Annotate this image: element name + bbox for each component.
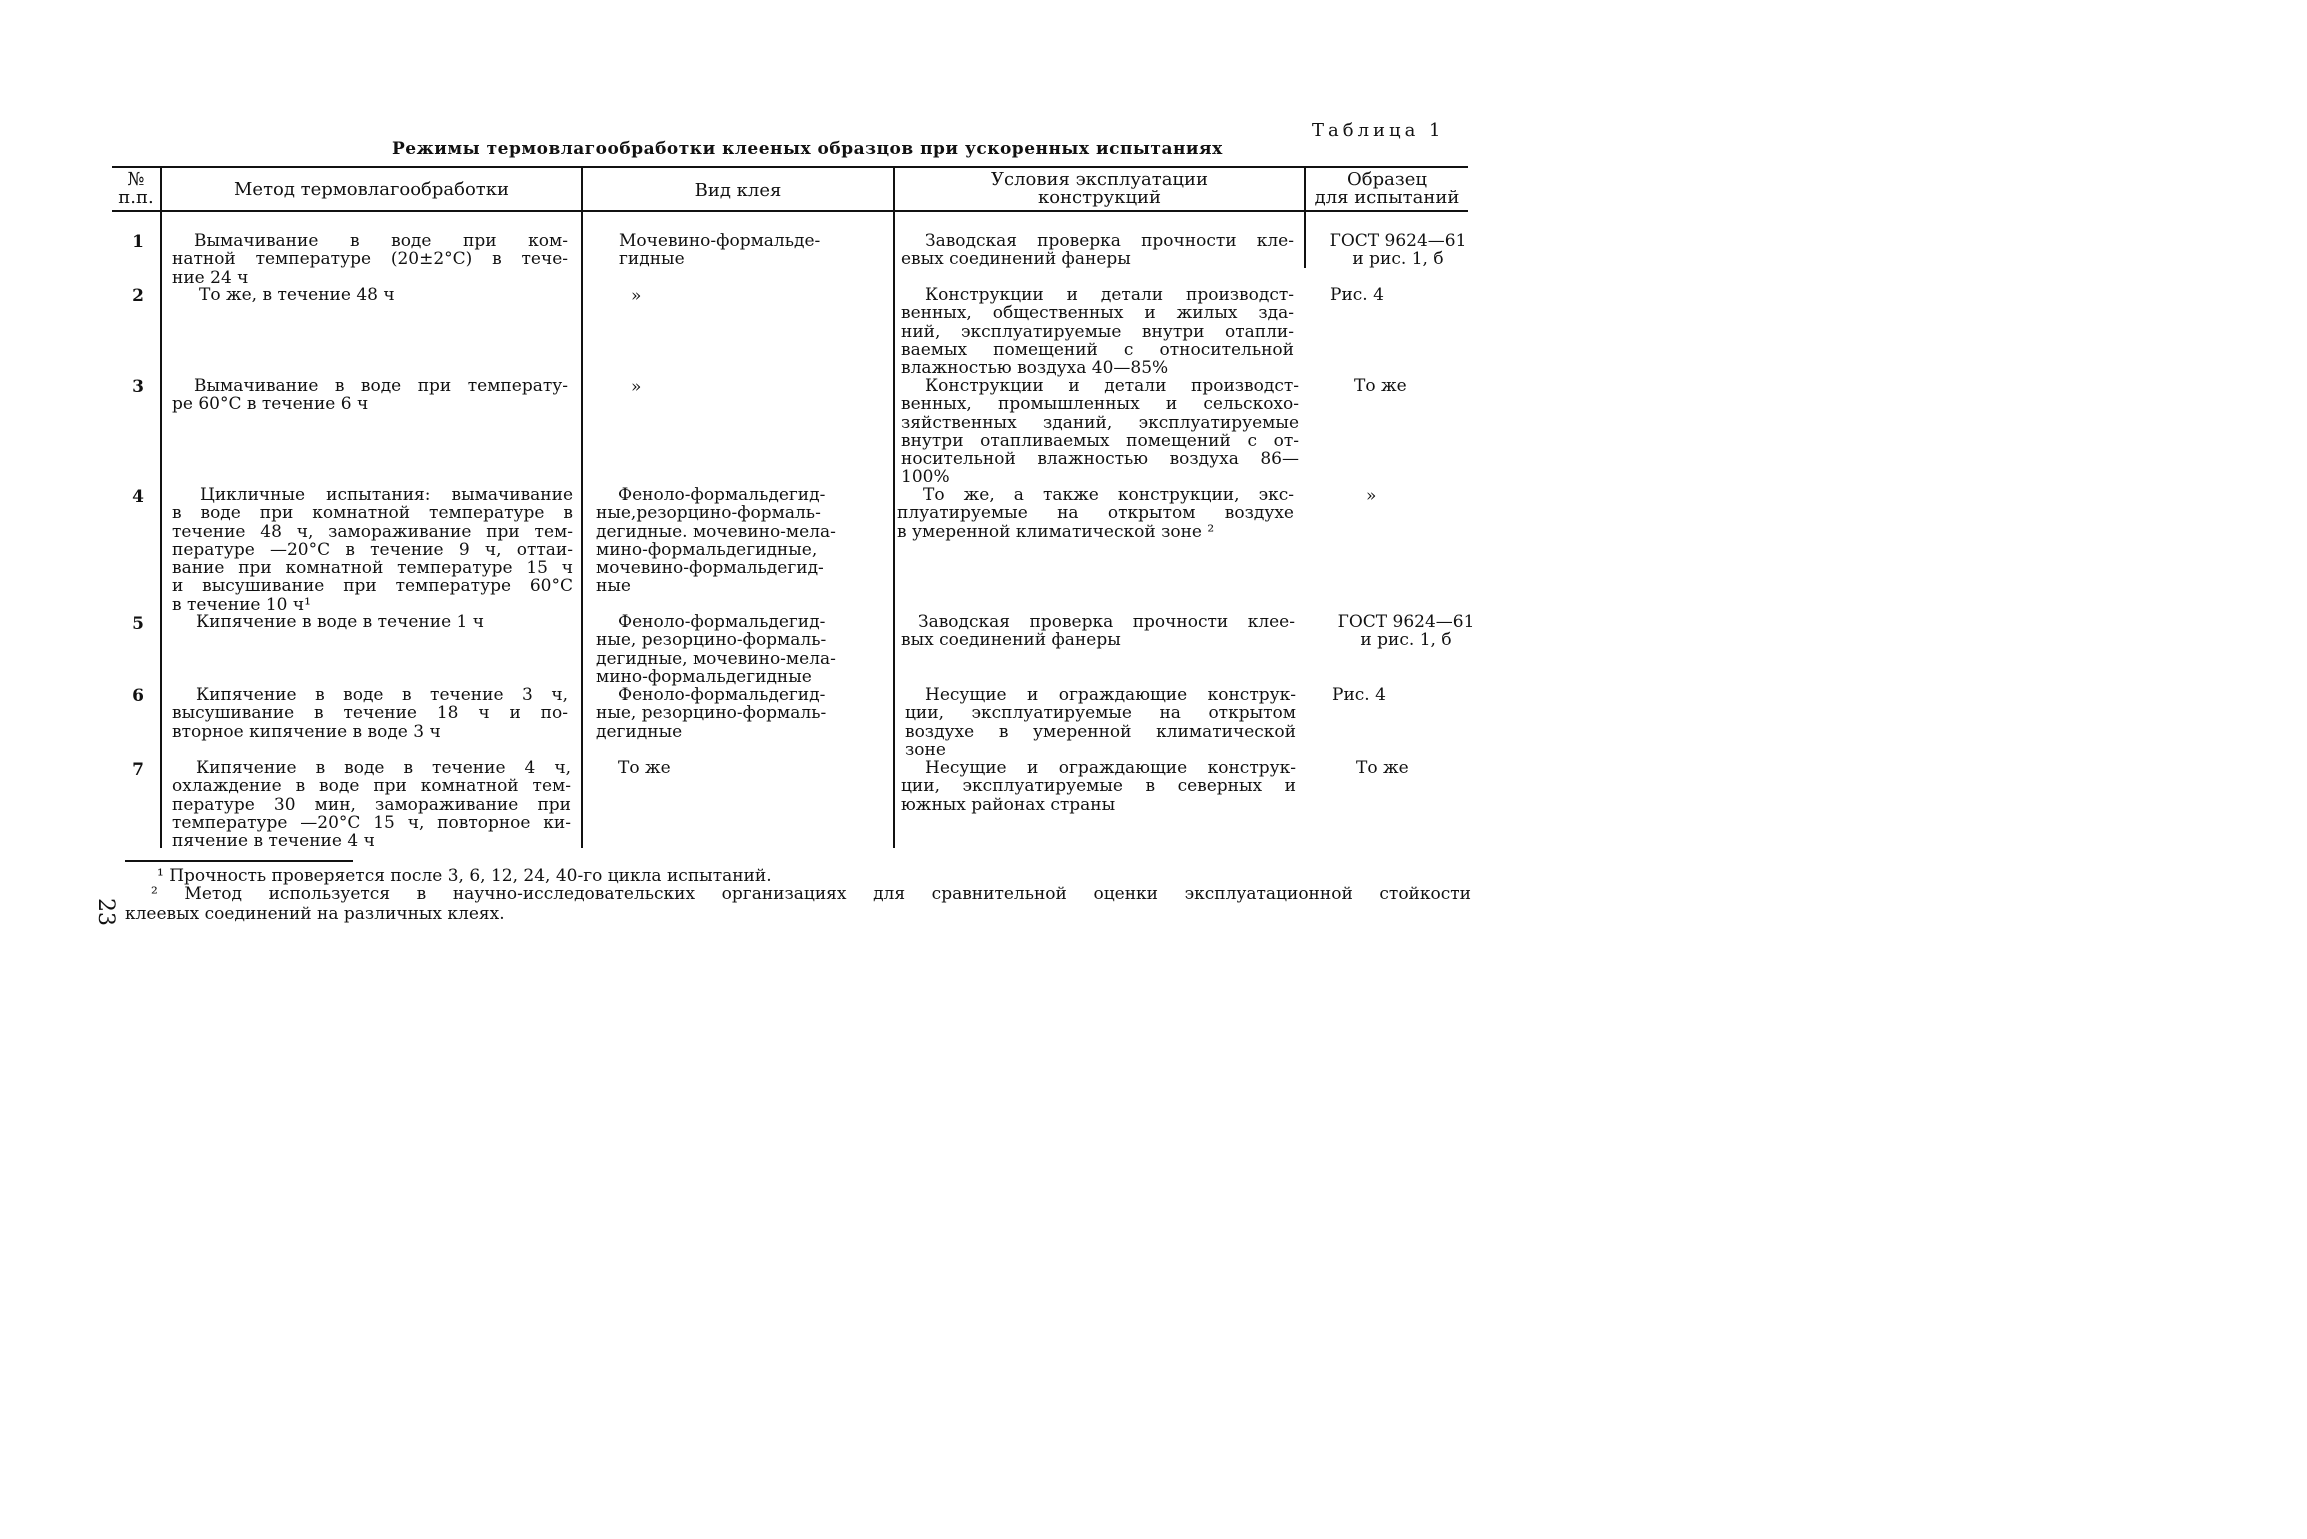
row-2-glue [631, 287, 641, 305]
row-6-conditions-line: зоне [905, 739, 946, 760]
row-7-method-line: охлаждение в воде при комнатной тем- [172, 776, 571, 797]
row-3-method-line: Вымачивание в воде при температу- [194, 376, 568, 396]
row-6-conditions-line: воздухе в умеренной климатической [905, 721, 1296, 742]
footnote-2 [151, 885, 1471, 904]
row-7-conditions-line: ции, эксплуатируемые в северных и [901, 776, 1296, 797]
row-7-glue [618, 759, 671, 777]
row-6-sample [1332, 686, 1386, 704]
row-6-glue [596, 686, 826, 741]
header-conditions-line2: конструкций [1037, 187, 1162, 208]
header-conditions [895, 171, 1304, 207]
row-5-num: 5 [132, 614, 144, 634]
row-3-conditions-line: зяйственных зданий, эксплуатируемые [901, 412, 1299, 433]
row-2-conditions-line: ваемых помещений с относительной [901, 339, 1294, 360]
row-3-method [172, 377, 568, 414]
row-7-method-line: пячение в течение 4 ч [172, 831, 375, 852]
column-divider-3 [893, 168, 895, 848]
row-6-glue-line: Феноло-формальдегид- [618, 685, 826, 705]
row-3-glue-line: » [631, 377, 642, 397]
row-1-conditions [901, 232, 1294, 269]
row-5-conditions [901, 613, 1295, 650]
table-label: Таблица 1 [1312, 120, 1445, 141]
row-2-method-line: То же, в течение 48 ч [199, 285, 395, 305]
row-7-method [172, 759, 571, 850]
row-2-conditions-line: ний, эксплуатируемые внутри отапли- [901, 321, 1294, 342]
row-6-glue-line: дегидные [596, 721, 683, 742]
row-4-glue-line: дегидные. мочевино-мела- [596, 521, 836, 542]
row-4-glue-line: ные [596, 576, 631, 597]
row-1-glue-line: гидные [619, 249, 685, 270]
row-4-glue-line: мочевино-формальдегид- [596, 558, 824, 579]
row-7-sample-line: То же [1356, 758, 1409, 778]
header-num [112, 171, 160, 207]
header-sample-line2: для испытаний [1314, 187, 1460, 208]
row-1-conditions-line: Заводская проверка прочности кле- [925, 231, 1294, 251]
row-4-conditions-line: То же, а также конструкции, экс- [923, 485, 1294, 505]
row-2-sample [1330, 286, 1384, 304]
header-conditions-line1: Условия эксплуатации [991, 169, 1208, 190]
header-glue: Вид клея [694, 180, 782, 201]
row-3-num: 3 [132, 377, 144, 397]
row-2-conditions-line: Конструкции и детали производст- [925, 285, 1294, 305]
row-1-method-line: ние 24 ч [172, 267, 249, 288]
row-3-conditions-line: 100% [901, 467, 950, 488]
row-6-method-line: высушивание в течение 18 ч и по- [172, 703, 568, 724]
row-1-method [172, 232, 568, 287]
footnote-2-cont: клеевых соединений на различных клеях. [125, 904, 505, 924]
row-1-sample-line: ГОСТ 9624—61 [1329, 231, 1467, 251]
row-3-conditions-line: Конструкции и детали производст- [925, 376, 1299, 396]
row-7-conditions [901, 759, 1296, 814]
row-5-conditions-line: Заводская проверка прочности клее- [918, 612, 1295, 632]
header-num-line1: № [127, 169, 145, 190]
row-3-sample [1354, 377, 1407, 395]
row-4-glue-line: мино-формальдегидные, [596, 539, 818, 560]
row-4-method-line: пературе —20°С в течение 9 ч, оттаи- [172, 539, 573, 560]
row-4-num: 4 [132, 487, 144, 507]
header-num-line2: п.п. [118, 187, 154, 208]
row-4-method-line: Цикличные испытания: вымачивание [200, 485, 573, 505]
table-title: Режимы термовлагообработки клееных образцов при ускоренных испытаниях [392, 139, 1223, 159]
row-4-sample [1366, 487, 1376, 505]
row-4-conditions-line: в умеренной климатической зоне ² [897, 521, 1215, 542]
header-method: Метод термовлагообработки [233, 179, 510, 200]
page-number: 23 [93, 898, 118, 926]
row-4-method-line: и высушивание при температуре 60°С [172, 576, 573, 597]
footnote-1: ¹ Прочность проверяется после 3, 6, 12, 24, 40-го цикла испытаний. [157, 866, 772, 886]
row-4-method [172, 486, 573, 614]
row-6-conditions [905, 686, 1296, 759]
row-7-method-line: пературе 30 мин, замораживание при [172, 794, 571, 815]
row-4-method-line: в течение 10 ч¹ [172, 594, 311, 615]
row-1-num: 1 [132, 232, 144, 252]
row-5-sample-line: ГОСТ 9624—61 [1337, 612, 1475, 632]
row-7-method-line: температуре —20°С 15 ч, повторное ки- [172, 812, 571, 833]
row-3-glue [631, 378, 641, 396]
row-4-method-line: вание при комнатной температуре 15 ч [172, 558, 573, 579]
row-2-num: 2 [132, 286, 144, 306]
row-2-glue-line: » [631, 286, 642, 306]
header-bottom-rule [112, 210, 1468, 212]
row-3-method-line: ре 60°С в течение 6 ч [172, 394, 369, 415]
row-7-method-line: Кипячение в воде в течение 4 ч, [196, 758, 571, 778]
row-6-method-line: вторное кипячение в воде 3 ч [172, 721, 441, 742]
row-5-method [196, 613, 484, 631]
row-1-glue [619, 232, 820, 269]
row-2-sample-line: Рис. 4 [1330, 285, 1384, 305]
row-5-glue-line: Феноло-формальдегид- [618, 612, 826, 632]
row-6-num: 6 [132, 686, 144, 706]
header-sample [1306, 171, 1468, 207]
row-1-sample [1318, 232, 1478, 269]
row-6-glue-line: ные, резорцино-формаль- [596, 703, 827, 724]
row-5-glue-line: ные, резорцино-формаль- [596, 630, 827, 651]
column-divider-2 [581, 168, 583, 848]
row-7-conditions-line: Несущие и ограждающие конструк- [925, 758, 1296, 778]
row-5-glue [596, 613, 836, 686]
row-2-conditions-line: влажностью воздуха 40—85% [901, 358, 1169, 379]
row-1-conditions-line: евых соединений фанеры [901, 249, 1131, 270]
row-2-conditions [901, 286, 1294, 377]
row-1-sample-line: и рис. 1, б [1352, 249, 1444, 270]
row-7-glue-line: То же [618, 758, 671, 778]
column-divider-1 [160, 168, 162, 848]
row-3-sample-line: То же [1354, 376, 1407, 396]
row-5-conditions-line: вых соединений фанеры [901, 630, 1121, 651]
row-5-glue-line: мино-формальдегидные [596, 666, 812, 687]
row-3-conditions-line: внутри отапливаемых помещений с от- [901, 430, 1299, 451]
row-1-method-line: Вымачивание в воде при ком- [194, 231, 568, 251]
row-6-conditions-line: ции, эксплуатируемые на открытом [905, 703, 1296, 724]
row-6-method [172, 686, 568, 741]
row-5-sample-line: и рис. 1, б [1360, 630, 1452, 651]
row-6-method-line: Кипячение в воде в течение 3 ч, [196, 685, 568, 705]
row-5-glue-line: дегидные, мочевино-мела- [596, 648, 836, 669]
header-sample-line1: Образец [1347, 169, 1427, 190]
row-4-conditions [897, 486, 1294, 541]
row-2-conditions-line: венных, общественных и жилых зда- [901, 303, 1294, 324]
row-3-conditions-line: носительной влажностью воздуха 86— [901, 449, 1299, 470]
row-6-conditions-line: Несущие и ограждающие конструк- [925, 685, 1296, 705]
row-7-num: 7 [132, 760, 144, 780]
row-1-method-line: натной температуре (20±2°С) в тече- [172, 249, 568, 270]
footnote-2-text: ² Метод используется в научно-исследовательских организациях для сравнительной оценки эксплуатационной стойкости [151, 884, 1471, 904]
row-5-sample [1326, 613, 1486, 650]
row-4-glue-line: Феноло-формальдегид- [618, 485, 826, 505]
footnote-rule [125, 860, 353, 862]
row-1-glue-line: Мочевино-формальде- [619, 231, 821, 251]
row-4-method-line: течение 48 ч, замораживание при тем- [172, 521, 573, 542]
row-2-method [199, 286, 395, 304]
row-3-conditions-line: венных, промышленных и сельскохо- [901, 394, 1299, 415]
row-4-glue-line: ные,резорцино-формаль- [596, 503, 821, 524]
row-7-conditions-line: южных районах страны [901, 794, 1116, 815]
row-4-sample-line: » [1366, 486, 1377, 506]
row-7-sample [1356, 759, 1409, 777]
row-4-conditions-line: плуатируемые на открытом воздухе [897, 503, 1294, 524]
row-6-sample-line: Рис. 4 [1332, 685, 1386, 705]
row-4-glue [596, 486, 836, 596]
row-3-conditions [901, 377, 1299, 487]
row-5-method-line: Кипячение в воде в течение 1 ч [196, 612, 485, 632]
row-4-method-line: в воде при комнатной температуре в [172, 503, 573, 524]
table-top-rule [112, 166, 1468, 168]
